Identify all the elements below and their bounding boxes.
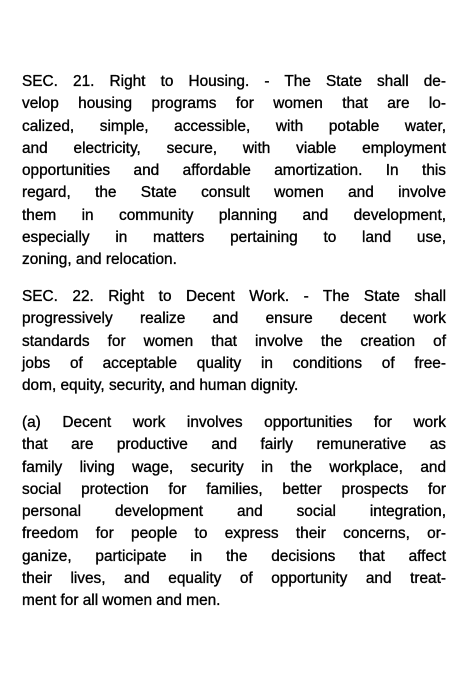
text-line: calized, simple, accessible, with potable water, <box>22 117 446 135</box>
paragraph-sec-21-right-to-housing <box>22 71 446 272</box>
text-line: (a) Decent work involves opportunities for work <box>22 414 446 431</box>
text-line: and electricity, secure, with viable employment <box>22 139 446 157</box>
text-line: dom, equity, security, and human dignity. <box>22 377 299 395</box>
text-line: social protection for families, better prospects for <box>22 480 446 498</box>
text-line: their lives, and equality of opportunity and treat- <box>22 570 446 588</box>
paragraph-sec-22-right-to-decent-work <box>22 286 446 397</box>
paragraph-sec-22-subsection-a <box>22 412 446 613</box>
text-line: that are productive and fairly remunerative as <box>22 436 446 454</box>
text-line: opportunities and affordable amortization. In this <box>22 162 446 180</box>
text-line: freedom for people to express their concerns, or- <box>22 525 446 543</box>
text-line: regard, the State consult women and involve <box>22 184 446 202</box>
text-line: jobs of acceptable quality in conditions of free- <box>22 354 446 372</box>
text-line: standards for women that involve the creation of <box>22 332 446 350</box>
text-line: progressively realize and ensure decent work <box>22 310 446 328</box>
text-line: family living wage, security in the workplace, and <box>22 458 446 476</box>
text-line: velop housing programs for women that are lo- <box>22 95 446 113</box>
text-line: zoning, and relocation. <box>22 251 177 269</box>
text-line: SEC. 22. Right to Decent Work. - The State shall <box>22 288 446 305</box>
text-line: SEC. 21. Right to Housing. - The State shall de- <box>22 73 446 90</box>
text-line: them in community planning and development, <box>22 206 446 224</box>
text-line: personal development and social integration, <box>22 503 446 521</box>
text-line: especially in matters pertaining to land use, <box>22 229 446 247</box>
text-line: ment for all women and men. <box>22 592 221 610</box>
text-line: ganize, participate in the decisions that affect <box>22 547 446 565</box>
